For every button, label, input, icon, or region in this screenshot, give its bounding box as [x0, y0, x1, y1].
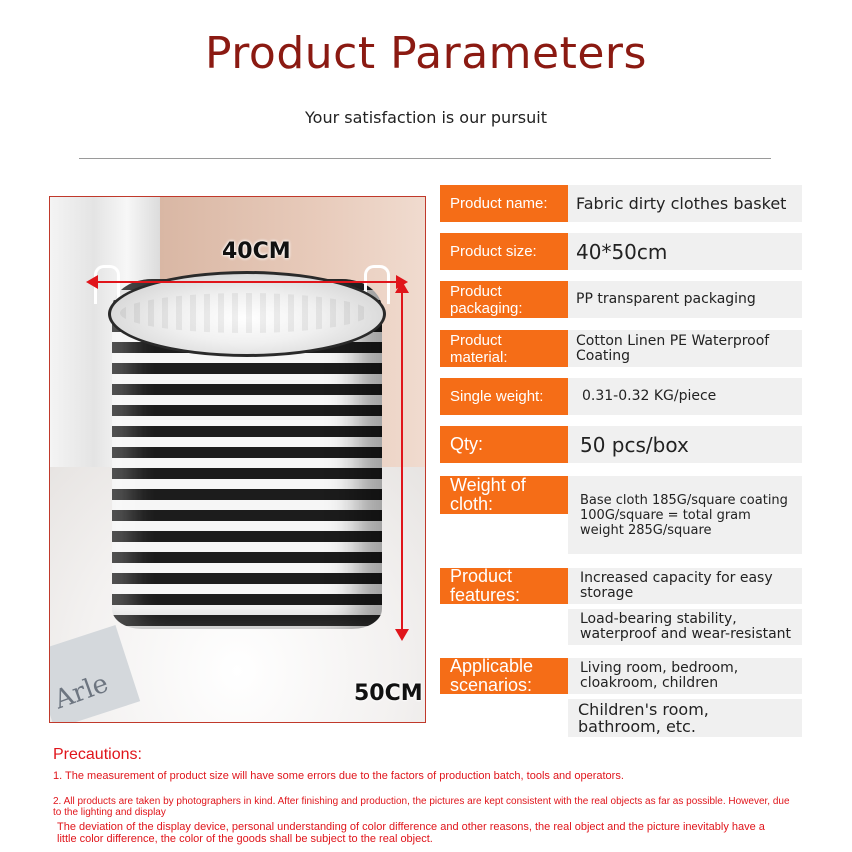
param-value-packaging: PP transparent packaging: [568, 281, 802, 318]
height-dimension-arrow: [401, 291, 403, 631]
param-label-scenarios: Applicable scenarios:: [440, 658, 568, 694]
param-value-name: Fabric dirty clothes basket: [568, 185, 802, 222]
param-label-size: Product size:: [440, 233, 568, 270]
param-value-size: 40*50cm: [568, 233, 802, 270]
width-dimension-arrow: [96, 281, 398, 283]
divider: [79, 158, 771, 159]
product-photo: [49, 196, 426, 723]
page-title: Product Parameters: [205, 28, 647, 79]
param-label-name: Product name:: [440, 185, 568, 222]
param-value-scenarios-2: Children's room, bathroom, etc.: [568, 699, 802, 737]
book-text: Arle: [50, 668, 113, 716]
width-label: 40CM: [222, 239, 291, 264]
param-value-weight: 0.31-0.32 KG/piece: [568, 378, 802, 415]
param-label-packaging: Product packaging:: [440, 281, 568, 318]
basket-interior: [120, 293, 370, 333]
param-value-cloth-weight: Base cloth 185G/square coating 100G/square = total gram weight 285G/square: [568, 476, 802, 554]
param-label-features: Product features:: [440, 568, 568, 604]
param-label-cloth-weight: Weight of cloth:: [440, 476, 568, 514]
param-value-scenarios-1: Living room, bedroom, cloakroom, children: [568, 658, 802, 694]
param-value-qty: 50 pcs/box: [568, 426, 802, 463]
param-label-material: Product material:: [440, 330, 568, 367]
param-label-qty: Qty:: [440, 426, 568, 463]
page-subtitle: Your satisfaction is our pursuit: [305, 108, 547, 127]
param-label-weight: Single weight:: [440, 378, 568, 415]
param-value-material: Cotton Linen PE Waterproof Coating: [568, 330, 802, 367]
precautions-title: Precautions:: [53, 746, 142, 763]
precaution-line-1: 1. The measurement of product size will have some errors due to the factors of production batch, tools and operators.: [53, 770, 624, 782]
height-label: 50CM: [354, 681, 423, 706]
param-value-features-1: Increased capacity for easy storage: [568, 568, 802, 604]
precaution-line-2: 2. All products are taken by photographers in kind. After finishing and production, the pictures are kept consistent with the real objects as far as possible. However, due to the lighting and display: [53, 796, 790, 818]
precaution-line-3: The deviation of the display device, personal understanding of color difference and other reasons, the real object and the picture inevitably have a little color difference, the color of the goods shall be subject to the real object.: [57, 821, 765, 845]
param-value-features-2: Load-bearing stability, waterproof and wear-resistant: [568, 609, 802, 645]
